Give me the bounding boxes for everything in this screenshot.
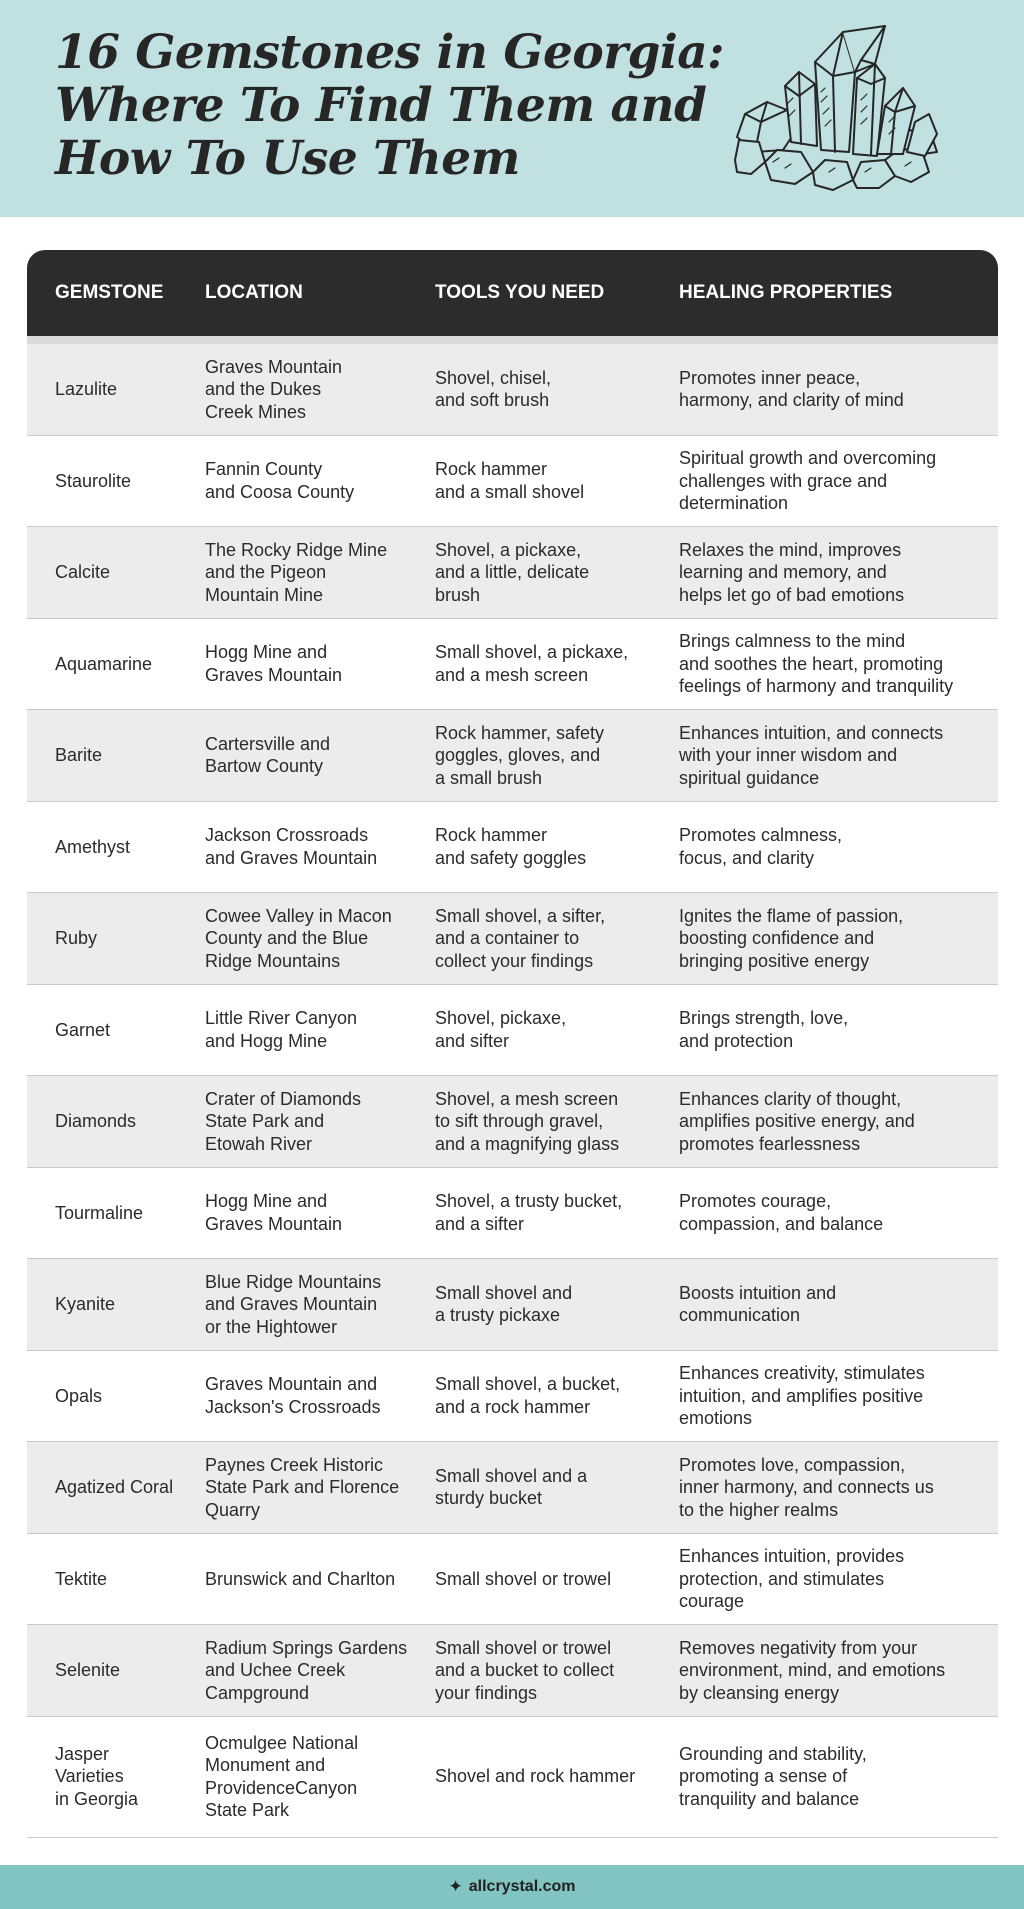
tools-cell: Small shovel and a sturdy bucket [435,1465,588,1509]
tools-cell: Small shovel or trowel [435,1568,612,1589]
location-cell: Graves Mountain and the Dukes Creek Mines [205,356,343,422]
tools-cell: Shovel and rock hammer [435,1766,636,1787]
location-cell: The Rocky Ridge Mine and the Pigeon Mountain Mine [205,539,388,605]
table-row [27,344,998,436]
footer-bar [0,1865,1024,1909]
tools-cell: Small shovel, a sifter, and a container to collect your findings [435,905,606,971]
healing-cell: Promotes courage, compassion, and balance [679,1191,884,1234]
healing-cell: Enhances intuition, and connects with your inner wisdom and spiritual guidance [679,722,944,788]
table-row [27,1168,998,1260]
tools-cell: Shovel, chisel, and soft brush [435,367,552,411]
location-cell: Radium Springs Gardens and Uchee Creek Campground [205,1637,408,1703]
column-header-tools: TOOLS YOU NEED [435,282,605,303]
gemstone-cell: Diamonds [55,1111,137,1131]
tools-cell: Small shovel, a pickaxe, and a mesh screen [435,642,629,685]
location-cell: Paynes Creek Historic State Park and Florence Quarry [205,1454,400,1520]
healing-cell: Promotes inner peace, harmony, and clarity of mind [679,367,904,411]
location-cell: Hogg Mine and Graves Mountain [205,1191,343,1234]
table-row [27,1534,998,1626]
gemstone-table [27,250,998,1838]
sparkle-icon: ✦ [448,1877,463,1896]
title-line-2: Where To Find Them and [55,78,707,133]
tools-cell: Shovel, a pickaxe, and a little, delicate brush [435,539,590,605]
gemstone-cell: Amethyst [55,836,131,857]
crystal-cluster-icon [725,22,945,197]
location-cell: Blue Ridge Mountains and Graves Mountain or the Hightower [205,1271,382,1337]
location-cell: Fannin County and Coosa County [205,459,355,502]
tools-cell: Rock hammer and safety goggles [435,825,587,868]
gemstone-cell: Selenite [55,1660,121,1680]
column-header-gemstone: GEMSTONE [55,282,164,303]
table-row [27,1351,998,1443]
table-header [27,250,998,336]
tools-cell: Rock hammer and a small shovel [435,459,585,502]
tools-cell: Small shovel or trowel and a bucket to collect your findings [435,1637,615,1703]
page-title [55,26,755,185]
tools-cell: Rock hammer, safety goggles, gloves, and a small brush [435,722,605,788]
site-name[interactable]: allcrystal.com [468,1878,576,1895]
location-cell: Cartersville and Bartow County [205,733,331,777]
healing-cell: Brings calmness to the mind and soothes the heart, promoting feelings of harmony and tranquility [679,631,954,696]
table-row [27,802,998,894]
location-cell: Little River Canyon and Hogg Mine [205,1008,358,1051]
tools-cell: Small shovel and a trusty pickaxe [435,1282,573,1326]
healing-cell: Ignites the flame of passion, boosting confidence and bringing positive energy [679,905,904,971]
gemstone-cell: Barite [55,745,103,765]
table-row [27,1259,998,1351]
title-line-1: 16 Gemstones in Georgia: [55,25,725,80]
header-divider [27,336,998,344]
gemstone-cell: Jasper Varieties in Georgia [55,1743,139,1809]
gemstone-cell: Calcite [55,562,111,582]
healing-cell: Enhances intuition, provides protection, and stimulates courage [679,1546,905,1611]
healing-cell: Promotes calmness, focus, and clarity [679,825,843,868]
healing-cell: Enhances clarity of thought, amplifies positive energy, and promotes fearlessness [679,1088,915,1154]
table-row [27,619,998,711]
healing-cell: Removes negativity from your environment, mind, and emotions by cleansing energy [679,1637,946,1703]
table-row [27,985,998,1077]
table-row [27,1442,998,1534]
gemstone-cell: Tektite [55,1568,108,1589]
table-row [27,1625,998,1717]
tools-cell: Shovel, pickaxe, and sifter [435,1008,567,1051]
gemstone-cell: Ruby [55,928,98,948]
table-row [27,893,998,985]
table-row [27,1076,998,1168]
healing-cell: Brings strength, love, and protection [679,1008,849,1051]
healing-cell: Enhances creativity, stimulates intuition, and amplifies positive emotions [679,1363,925,1428]
location-cell: Brunswick and Charlton [205,1568,396,1589]
location-cell: Jackson Crossroads and Graves Mountain [205,825,378,868]
location-cell: Ocmulgee National Monument and ProvidenceCanyon State Park [205,1732,359,1820]
healing-cell: Grounding and stability, promoting a sense of tranquility and balance [679,1743,867,1809]
location-cell: Hogg Mine and Graves Mountain [205,642,343,685]
gemstone-cell: Aquamarine [55,653,153,674]
tools-cell: Shovel, a mesh screen to sift through gravel, and a magnifying glass [435,1088,620,1154]
location-cell: Graves Mountain and Jackson's Crossroads [205,1374,381,1417]
column-header-location: LOCATION [205,282,303,303]
gemstone-cell: Lazulite [55,379,118,399]
table-row [27,436,998,528]
gemstone-cell: Staurolite [55,470,132,491]
table-row [27,1717,998,1838]
healing-cell: Promotes love, compassion, inner harmony, and connects us to the higher realms [679,1454,934,1520]
healing-cell: Spiritual growth and overcoming challenges with grace and determination [679,448,937,513]
gemstone-cell: Agatized Coral [55,1477,174,1497]
gemstone-cell: Opals [55,1385,103,1406]
tools-cell: Shovel, a trusty bucket, and a sifter [435,1191,623,1234]
header-banner [0,0,1024,217]
healing-cell: Boosts intuition and communication [679,1282,837,1326]
gemstone-cell: Tourmaline [55,1202,144,1223]
gemstone-cell: Garnet [55,1019,111,1040]
location-cell: Cowee Valley in Macon County and the Blue Ridge Mountains [205,905,392,971]
table-row [27,527,998,619]
healing-cell: Relaxes the mind, improves learning and memory, and helps let go of bad emotions [679,539,905,605]
title-line-3: How To Use Them [55,131,520,186]
table-row [27,710,998,802]
tools-cell: Small shovel, a bucket, and a rock hammer [435,1374,621,1417]
gemstone-cell: Kyanite [55,1294,116,1314]
location-cell: Crater of Diamonds State Park and Etowah River [205,1088,362,1154]
column-header-healing: HEALING PROPERTIES [679,282,893,303]
